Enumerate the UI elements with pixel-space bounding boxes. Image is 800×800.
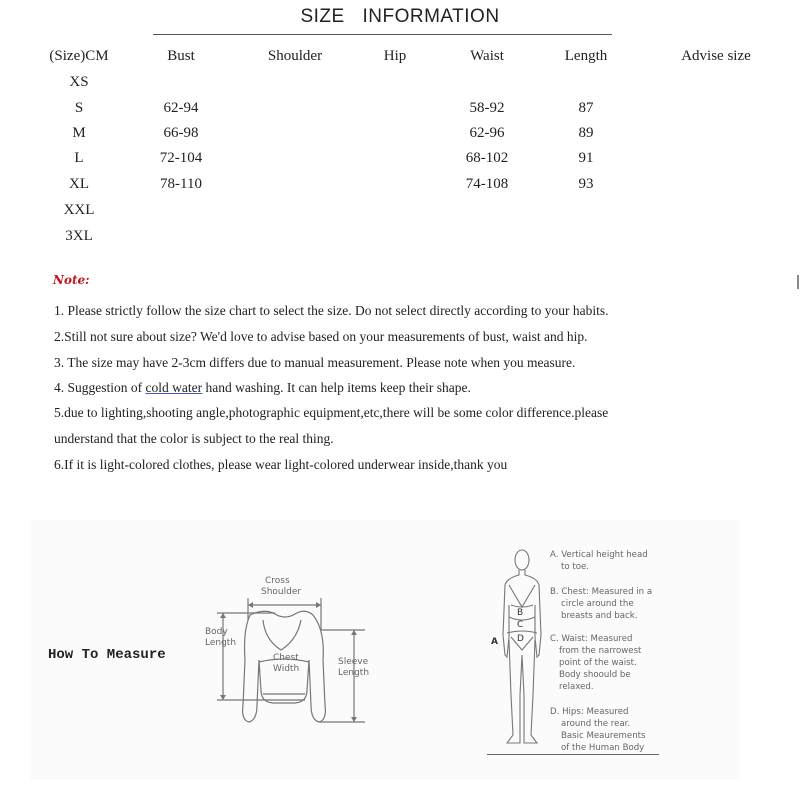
description-line: relaxed. <box>559 682 594 692</box>
description-line: circle around the <box>561 599 634 609</box>
waist-cell: 58-92 <box>469 100 505 116</box>
description-line: around the rear. <box>561 719 631 729</box>
description-b <box>550 586 652 622</box>
body-figure-icon <box>485 545 545 755</box>
cross-shoulder-label: Shoulder <box>261 587 302 597</box>
column-header-bust: Bust <box>167 48 195 64</box>
edge-marker <box>797 275 799 289</box>
description-line: B. Chest: Measured in a <box>550 587 653 597</box>
cross-shoulder-label: Cross <box>265 576 290 586</box>
note-item: 3. The size may have 2-3cm differs due to manual measurement. Please note when you measure. <box>54 355 576 370</box>
column-header-shoulder: Shoulder <box>267 48 323 64</box>
size-cell: 3XL <box>65 228 93 244</box>
description-line: Body shoould be <box>559 670 631 680</box>
ground-line <box>487 754 659 755</box>
description-line: A. Vertical height head <box>550 550 648 560</box>
note-text: 4. Suggestion of <box>54 380 146 395</box>
description-line: of the Human Body <box>561 743 645 753</box>
description-c <box>550 633 641 693</box>
note-item: 2.Still not sure about size? We'd love to advise based on your measurements of bust, waist and hip. <box>54 329 588 344</box>
length-cell: 93 <box>578 176 594 192</box>
marker-d: D <box>517 634 524 644</box>
note-item: 5.due to lighting,shooting angle,photographic equipment,etc,there will be some color difference.please <box>54 405 609 420</box>
description-line: to toe. <box>561 562 590 572</box>
note-label: Note: <box>53 273 90 287</box>
page-title: SIZE INFORMATION <box>300 6 500 27</box>
column-header-length: Length <box>564 48 608 64</box>
chest-width-label: Width <box>273 664 300 674</box>
size-cell: XS <box>69 74 89 90</box>
description-line: point of the waist. <box>559 658 637 668</box>
column-header-size: (Size)CM <box>49 48 109 64</box>
cold-water-link[interactable]: cold water <box>145 380 203 395</box>
marker-a: A <box>491 637 498 647</box>
size-cell: S <box>74 100 84 116</box>
description-a <box>550 549 648 573</box>
body-length-label: Body <box>205 627 228 637</box>
column-header-hip: Hip <box>383 48 407 64</box>
size-cell: M <box>72 125 86 141</box>
size-cell: XXL <box>63 202 95 218</box>
chest-width-label: Chest <box>273 653 299 663</box>
length-cell: 89 <box>578 125 594 141</box>
description-line: Basic Meaurements <box>561 731 646 741</box>
column-header-waist: Waist <box>470 48 504 64</box>
sleeve-length-label: Sleeve <box>338 657 369 667</box>
garment-diagram-icon <box>195 570 375 740</box>
waist-cell: 62-96 <box>469 125 505 141</box>
waist-cell: 74-108 <box>465 176 509 192</box>
size-cell: XL <box>69 176 89 192</box>
bust-cell: 66-98 <box>163 125 199 141</box>
description-line: D. Hips: Measured <box>550 707 629 717</box>
body-length-label: Length <box>205 638 237 648</box>
marker-b: B <box>517 608 524 618</box>
size-cell: L <box>74 150 84 166</box>
length-cell: 91 <box>578 150 594 166</box>
how-to-measure-title: How To Measure <box>48 647 166 663</box>
waist-cell: 68-102 <box>465 150 509 166</box>
bust-cell: 78-110 <box>160 176 202 192</box>
note-item: understand that the color is subject to the real thing. <box>54 431 334 446</box>
note-item: 6.If it is light-colored clothes, please wear light-colored underwear inside,thank you <box>54 457 508 472</box>
description-d <box>550 706 645 754</box>
marker-c: C <box>517 620 524 630</box>
description-line: from the narrowest <box>559 646 642 656</box>
description-line: breasts and back. <box>561 611 638 621</box>
description-line: C. Waist: Measured <box>550 634 633 644</box>
column-header-advise-size: Advise size <box>681 48 751 64</box>
note-text: hand washing. It can help items keep their shape. <box>202 380 471 395</box>
note-item <box>54 380 471 396</box>
note-item: 1. Please strictly follow the size chart to select the size. Do not select directly according to your habits. <box>54 303 609 318</box>
bust-cell: 62-94 <box>163 100 199 116</box>
title-divider <box>153 34 612 35</box>
length-cell: 87 <box>578 100 594 116</box>
bust-cell: 72-104 <box>159 150 203 166</box>
sleeve-length-label: Length <box>338 668 370 678</box>
